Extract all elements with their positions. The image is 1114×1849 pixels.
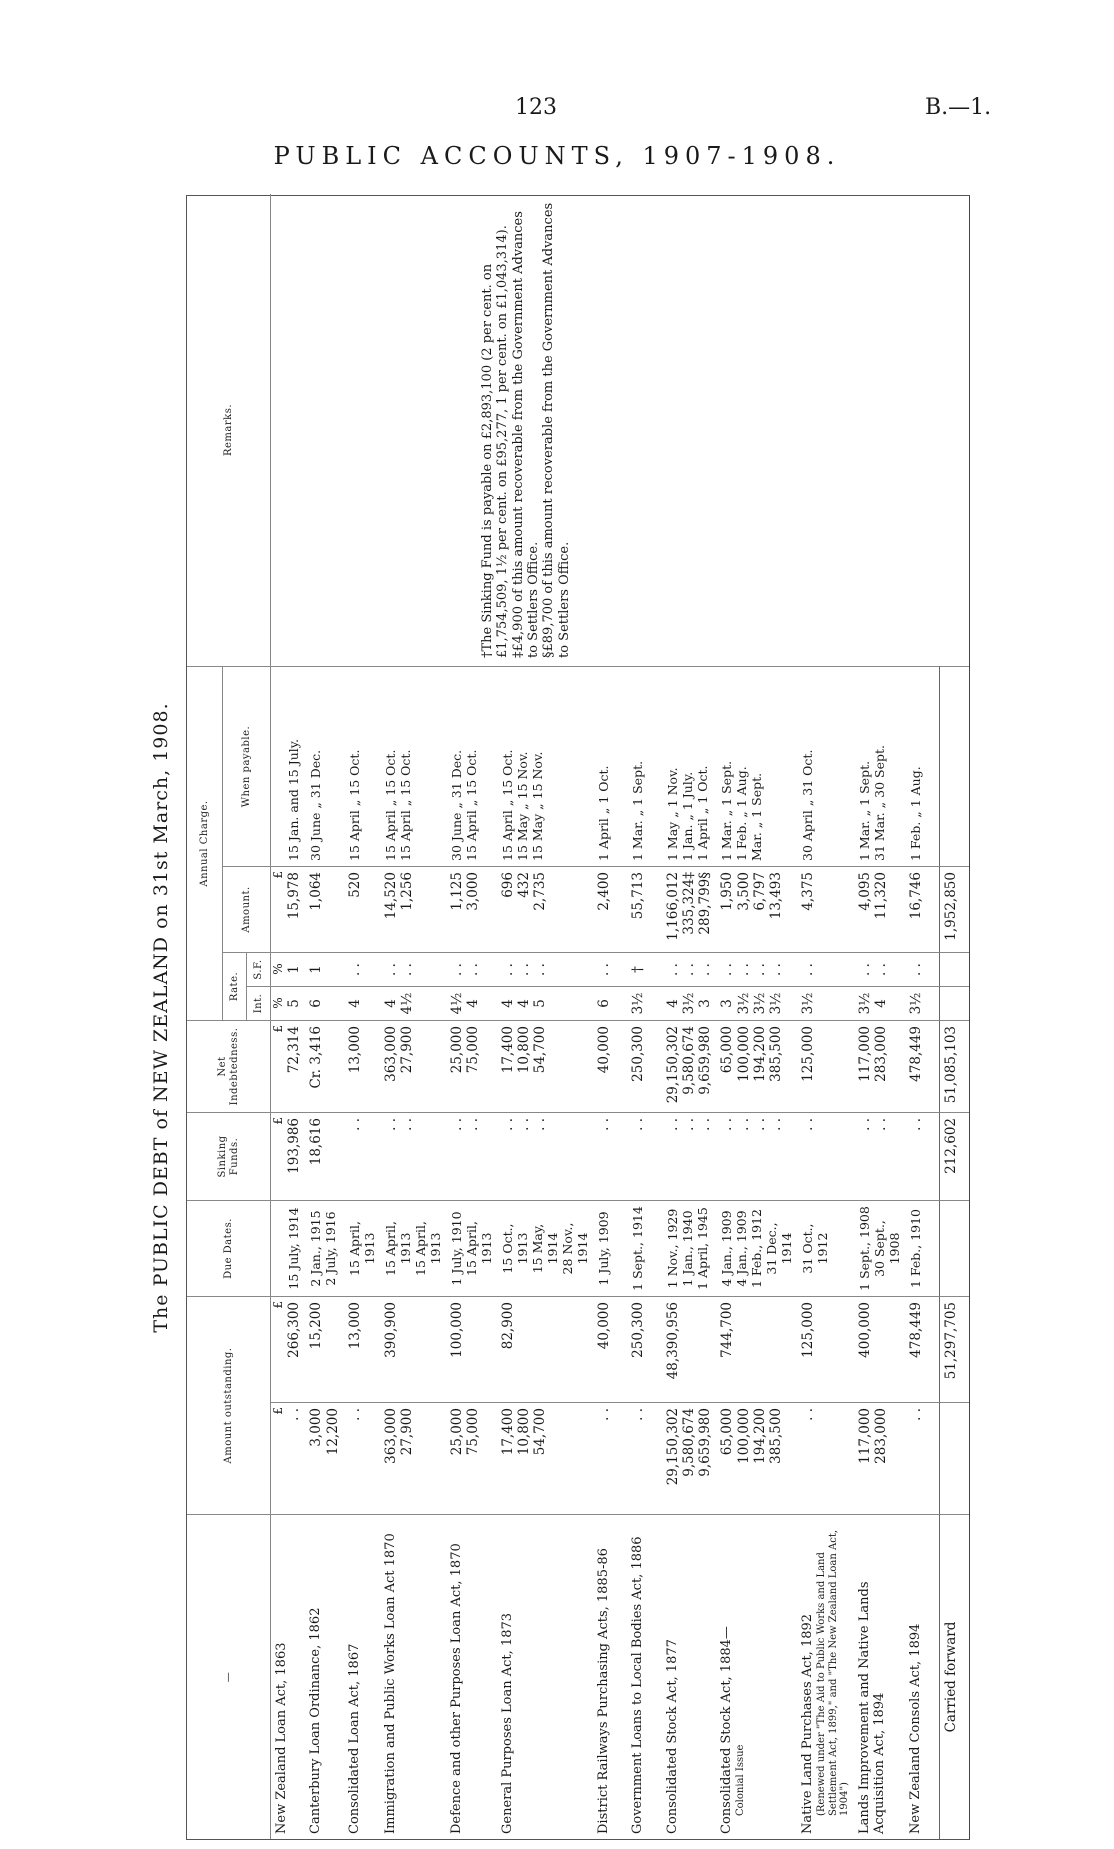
due-dates: 15 Oct., 1913 15 May, 1914 28 Nov., 1914 (497, 1200, 593, 1296)
when-payable: 1 May „ 1 Nov. 1 Jan. „ 1 July. 1 April „ 1 Oct. (662, 666, 717, 866)
totals-blank (939, 666, 969, 866)
percent-symbol: % (271, 963, 285, 975)
when-payable: 15 April „ 15 Oct. (344, 666, 380, 866)
interest-rate: 3½ (797, 986, 853, 1020)
sinking-fund-rate: 1 (305, 952, 343, 986)
loan-act-subtitle: (Renewed under "The Aid to Public Works and Land Settlement Act, 1899," and "The New Zealand Loan Act, 1904") (816, 1529, 850, 1816)
amount-outstanding-total: 125,000 (797, 1296, 853, 1402)
net-indebtedness: 72,314 (271, 1020, 305, 1112)
due-dates: 1 Sept., 1914 (627, 1200, 661, 1296)
rotated-debt-table (150, 195, 970, 1840)
amount-outstanding-parts: 29,150,302 9,580,674 9,659,980 (662, 1402, 717, 1514)
loan-act-name (380, 1514, 446, 1839)
due-dates: 1 Feb., 1910 (905, 1200, 940, 1296)
amount-outstanding-parts: 65,000 100,000 194,200 385,500 (716, 1402, 797, 1514)
debt-table (186, 195, 970, 1840)
amount-outstanding-total: 400,000 (854, 1296, 905, 1402)
total-annual-charge: 1,952,850 (939, 866, 969, 952)
loan-act-name (797, 1514, 853, 1839)
sinking-fund: . . (797, 1112, 853, 1200)
due-dates: 15 April, 1913 (344, 1200, 380, 1296)
loan-act-name (662, 1514, 717, 1839)
annual-charge-amount: 1,125 3,000 (446, 866, 497, 952)
interest-rate: 4 3½ 3 (662, 986, 717, 1020)
loan-act-title: Consolidated Stock Act, 1884— (719, 1626, 735, 1834)
due-dates: 1 Sept., 1908 30 Sept., 1908 (854, 1200, 905, 1296)
sinking-fund-rate: . . . . . . . . (716, 952, 797, 986)
due-dates: 1 July, 1909 (593, 1200, 628, 1296)
loan-act-title: Lands Improvement and Native Lands Acquisition Act, 1894 (856, 1581, 888, 1834)
sinking-fund-rate: . . (797, 952, 853, 986)
annual-charge-amount: 1,064 (305, 866, 343, 952)
page-header: PUBLIC ACCOUNTS, 1907-1908. (273, 142, 841, 170)
loan-act-name (344, 1514, 380, 1839)
interest-rate: 4 (344, 986, 380, 1020)
loan-act-title: Government Loans to Local Bodies Act, 1886 (630, 1536, 646, 1834)
total-sinking-funds: 212,602 (939, 1112, 969, 1200)
loan-act-subtitle: Colonial Issue (735, 1744, 746, 1816)
currency-symbol: £ (271, 1117, 285, 1125)
totals-blank (939, 952, 969, 986)
amount-outstanding-parts: 17,400 10,800 54,700 (497, 1402, 593, 1514)
total-amount-outstanding: 51,297,705 (939, 1296, 969, 1402)
col-header-rate: Rate. (223, 952, 247, 1020)
sinking-fund-rate: . . . . (380, 952, 446, 986)
loan-act-title: New Zealand Loan Act, 1863 (274, 1642, 289, 1834)
amount-outstanding-parts: 363,000 27,900 (380, 1402, 446, 1514)
amount-outstanding-parts: 25,000 75,000 (446, 1402, 497, 1514)
when-payable: 30 April „ 31 Oct. (797, 666, 853, 866)
interest-rate: 3 3½ 3½ 3½ (716, 986, 797, 1020)
sinking-fund-rate: † (627, 952, 661, 986)
col-header-amount: Amount. (223, 866, 271, 952)
loan-act-title: Immigration and Public Works Loan Act 1870 (382, 1533, 398, 1834)
net-indebtedness: 363,000 27,900 (380, 1020, 446, 1112)
amount-outstanding-total: 100,000 (446, 1296, 497, 1402)
sinking-fund: 18,616 (305, 1112, 343, 1200)
loan-act-name (716, 1514, 797, 1839)
totals-blank (939, 1200, 969, 1296)
sinking-fund: . . . . (446, 1112, 497, 1200)
amount-outstanding-total: 390,900 (380, 1296, 446, 1402)
sinking-fund-rate: . . (905, 952, 940, 986)
loan-act-title: Consolidated Stock Act, 1877 (664, 1639, 680, 1834)
interest-rate: 3½ 4 (854, 986, 905, 1020)
sinking-fund: . . . . . . (497, 1112, 593, 1200)
amount-outstanding-total: 40,000 (593, 1296, 628, 1402)
when-payable: 1 Mar. „ 1 Sept. 1 Feb. „ 1 Aug. Mar. „ 1 Sept. (716, 666, 797, 866)
amount-outstanding-parts: . . (593, 1402, 628, 1514)
when-payable: 15 Jan. and 15 July. (271, 666, 305, 866)
amount-outstanding-total: 82,900 (497, 1296, 593, 1402)
col-header-due-dates: Due Dates. (187, 1200, 271, 1296)
amount-outstanding-total: 48,390,956 (662, 1296, 717, 1402)
document-code: B.—1. (925, 95, 992, 120)
interest-rate: 6 (305, 986, 343, 1020)
amount-outstanding-parts: . . (344, 1402, 380, 1514)
loan-act-title: New Zealand Consols Act, 1894 (907, 1623, 923, 1834)
loan-act-name (446, 1514, 497, 1839)
page-number: 123 (515, 95, 557, 120)
amount-outstanding-parts: 3,000 12,200 (305, 1402, 343, 1514)
amount-outstanding-parts: . . (627, 1402, 661, 1514)
sinking-fund: . . (593, 1112, 628, 1200)
net-indebtedness: 117,000 283,000 (854, 1020, 905, 1112)
remarks-notes (271, 194, 969, 666)
interest-rate: 6 (593, 986, 628, 1020)
net-indebtedness: 13,000 (344, 1020, 380, 1112)
amount-outstanding-total: 744,700 (716, 1296, 797, 1402)
sinking-fund: . . (627, 1112, 661, 1200)
when-payable: 15 April „ 15 Oct. 15 April „ 15 Oct. (380, 666, 446, 866)
annual-charge-amount: 1,950 3,500 6,797 13,493 (716, 866, 797, 952)
loan-act-title: Native Land Purchases Act, 1892 (800, 1613, 816, 1834)
net-indebtedness: 250,300 (627, 1020, 661, 1112)
sinking-fund: 193,986 (271, 1112, 305, 1200)
sinking-fund-rate: . . . . (854, 952, 905, 986)
annual-charge-amount: 15,978 (271, 866, 305, 952)
percent-symbol: % (271, 997, 285, 1009)
annual-charge-amount: 55,713 (627, 866, 661, 952)
interest-rate: 4½ 4 (446, 986, 497, 1020)
currency-symbol: £ (271, 1025, 285, 1033)
loan-act-title: Defence and other Purposes Loan Act, 1870 (448, 1543, 464, 1834)
loan-act-name (305, 1514, 343, 1839)
carried-forward-label: Carried forward (939, 1514, 969, 1839)
net-indebtedness: Cr. 3,416 (305, 1020, 343, 1112)
amount-outstanding-parts: . . (271, 1402, 305, 1514)
when-payable: 30 June „ 31 Dec. 15 April „ 15 Oct. (446, 666, 497, 866)
sinking-fund: . . . . (380, 1112, 446, 1200)
amount-outstanding-parts: . . (905, 1402, 940, 1514)
loan-act-title: General Purposes Loan Act, 1873 (499, 1612, 515, 1834)
annual-charge-amount: 520 (344, 866, 380, 952)
annual-charge-amount: 696 432 2,735 (497, 866, 593, 952)
col-header-sinking-funds: Sinking Funds. (187, 1112, 271, 1200)
annual-charge-amount: 4,375 (797, 866, 853, 952)
interest-rate: 4 4½ (380, 986, 446, 1020)
loan-act-title: Canterbury Loan Ordinance, 1862 (308, 1607, 324, 1834)
sinking-fund-rate: . . . . (446, 952, 497, 986)
currency-symbol: £ (271, 1407, 285, 1415)
sinking-fund: . . . . . . . . (716, 1112, 797, 1200)
annual-charge-amount: 1,166,012 335,324‡ 289,799§ (662, 866, 717, 952)
net-indebtedness: 17,400 10,800 54,700 (497, 1020, 593, 1112)
net-indebtedness: 29,150,302 9,580,674 9,659,980 (662, 1020, 717, 1112)
col-header-net-indebtedness: Net Indebtedness. (187, 1020, 271, 1112)
due-dates: 2 Jan., 1915 2 July, 1916 (305, 1200, 343, 1296)
interest-rate: 5 (271, 986, 305, 1020)
amount-outstanding-parts: . . (797, 1402, 853, 1514)
net-indebtedness: 40,000 (593, 1020, 628, 1112)
col-header-when-payable: When payable. (223, 666, 271, 866)
amount-outstanding-total: 13,000 (344, 1296, 380, 1402)
amount-outstanding-parts: 117,000 283,000 (854, 1402, 905, 1514)
amount-outstanding-total: 250,300 (627, 1296, 661, 1402)
net-indebtedness: 25,000 75,000 (446, 1020, 497, 1112)
when-payable: 1 April „ 1 Oct. (593, 666, 628, 866)
sinking-fund-rate: 1 (271, 952, 305, 986)
col-header-remarks: Remarks. (187, 194, 271, 666)
amount-outstanding-total: 266,300 (271, 1296, 305, 1402)
sinking-fund-rate: . . . . . . (497, 952, 593, 986)
due-dates: 15 July, 1914 (271, 1200, 305, 1296)
due-dates: 1 July, 1910 15 April, 1913 (446, 1200, 497, 1296)
sinking-fund: . . (344, 1112, 380, 1200)
remarks-text: †The Sinking Fund is payable on £2,893,100 (2 per cent. on £1,754,509, 1½ per cent. on £95,277, 1 per cent. on £1,043,314). ‡£4,900 of this amount recoverable from the Government Advances to Settlers Office. §£89,700 of this amount recoverable from the Government Advances to Settlers Office. (480, 202, 572, 658)
sinking-fund: . . (905, 1112, 940, 1200)
loan-act-title: District Railways Purchasing Acts, 1885-86 (595, 1548, 611, 1834)
due-dates: 31 Oct., 1912 (797, 1200, 853, 1296)
net-indebtedness: 65,000 100,000 194,200 385,500 (716, 1020, 797, 1112)
net-indebtedness: 125,000 (797, 1020, 853, 1112)
loan-act-name (854, 1514, 905, 1839)
col-header-annual-charge: Annual Charge. (187, 666, 223, 1020)
when-payable: 1 Feb. „ 1 Aug. (905, 666, 940, 866)
when-payable: 1 Mar. „ 1 Sept. (627, 666, 661, 866)
loan-act-title: Consolidated Loan Act, 1867 (346, 1643, 362, 1834)
loan-act-name (627, 1514, 661, 1839)
col-header-int: Int. (247, 986, 271, 1020)
due-dates: 15 April, 1913 15 April, 1913 (380, 1200, 446, 1296)
loan-act-name (593, 1514, 628, 1839)
annual-charge-amount: 16,746 (905, 866, 940, 952)
col-header-sf: S.F. (247, 952, 271, 986)
annual-charge-amount: 4,095 11,320 (854, 866, 905, 952)
when-payable: 30 June „ 31 Dec. (305, 666, 343, 866)
col-header-blank: — (187, 1514, 271, 1839)
currency-symbol: £ (271, 1301, 285, 1309)
sinking-fund-rate: . . (593, 952, 628, 986)
when-payable: 15 April „ 15 Oct. 15 May „ 15 Nov. 15 May „ 15 Nov. (497, 666, 593, 866)
sinking-fund: . . . . . . (662, 1112, 717, 1200)
loan-act-name (497, 1514, 593, 1839)
due-dates: 1 Nov., 1929 1 Jan., 1940 1 April, 1945 (662, 1200, 717, 1296)
col-header-amount-outstanding: Amount outstanding. (187, 1296, 271, 1514)
sinking-fund-rate: . . (344, 952, 380, 986)
total-net-indebtedness: 51,085,103 (939, 1020, 969, 1112)
amount-outstanding-total: 478,449 (905, 1296, 940, 1402)
annual-charge-amount: 14,520 1,256 (380, 866, 446, 952)
table-title: The PUBLIC DEBT of NEW ZEALAND on 31st March, 1908. (150, 702, 172, 1333)
due-dates: 4 Jan., 1909 4 Jan., 1909 1 Feb., 1912 31 Dec., 1914 (716, 1200, 797, 1296)
interest-rate: 4 4 5 (497, 986, 593, 1020)
interest-rate: 3½ (905, 986, 940, 1020)
sinking-fund: . . . . (854, 1112, 905, 1200)
totals-blank (939, 986, 969, 1020)
net-indebtedness: 478,449 (905, 1020, 940, 1112)
amount-outstanding-total: 15,200 (305, 1296, 343, 1402)
loan-act-name (905, 1514, 940, 1839)
interest-rate: 3½ (627, 986, 661, 1020)
loan-act-name (271, 1514, 305, 1839)
annual-charge-amount: 2,400 (593, 866, 628, 952)
when-payable: 1 Mar. „ 1 Sept. 31 Mar. „ 30 Sept. (854, 666, 905, 866)
sinking-fund-rate: . . . . . . (662, 952, 717, 986)
totals-blank (939, 1402, 969, 1514)
currency-symbol: £ (271, 871, 285, 879)
